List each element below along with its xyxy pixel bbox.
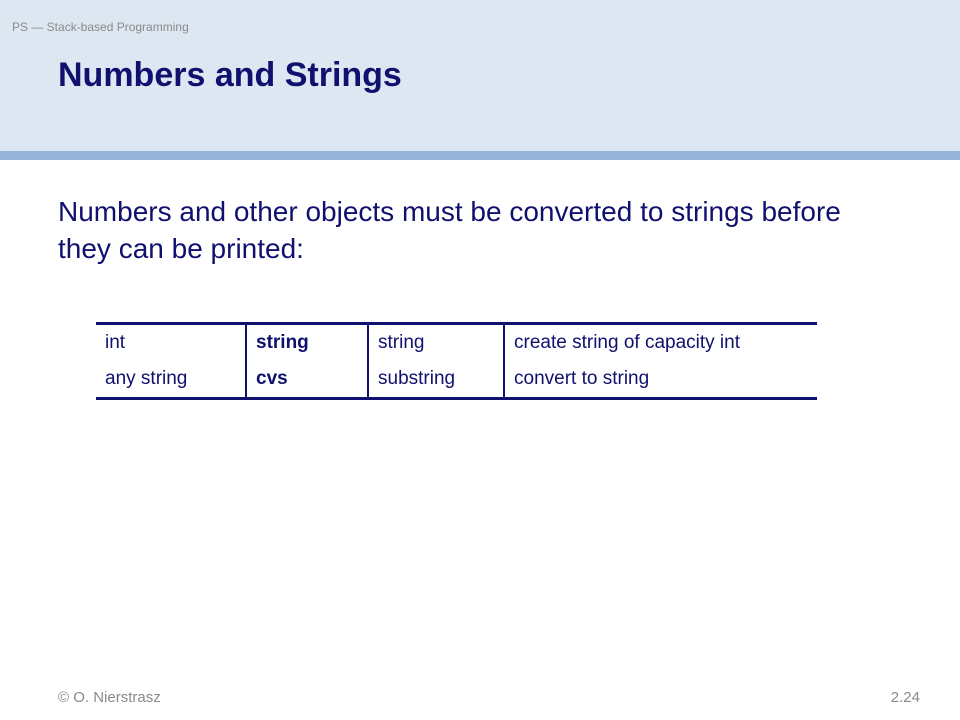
footer-page-number: 2.24 bbox=[890, 689, 920, 706]
table-cell-result: substring bbox=[368, 361, 504, 399]
table-row bbox=[96, 324, 817, 362]
table-cell-result: string bbox=[368, 324, 504, 362]
table-cell-argument: any string bbox=[96, 361, 246, 399]
table-cell-description: convert to string bbox=[504, 361, 817, 399]
table-cell-operator: cvs bbox=[246, 361, 368, 399]
slide-title: Numbers and Strings bbox=[58, 56, 402, 94]
operator-table bbox=[96, 322, 817, 400]
course-title: PS — Stack-based Programming bbox=[12, 20, 189, 34]
table-cell-argument: int bbox=[96, 324, 246, 362]
header-divider bbox=[0, 151, 960, 160]
table-row bbox=[96, 361, 817, 399]
table-cell-description: create string of capacity int bbox=[504, 324, 817, 362]
footer-copyright: © O. Nierstrasz bbox=[58, 689, 161, 706]
table-cell-operator: string bbox=[246, 324, 368, 362]
body-text: Numbers and other objects must be converted to strings before they can be printed: bbox=[58, 196, 841, 264]
